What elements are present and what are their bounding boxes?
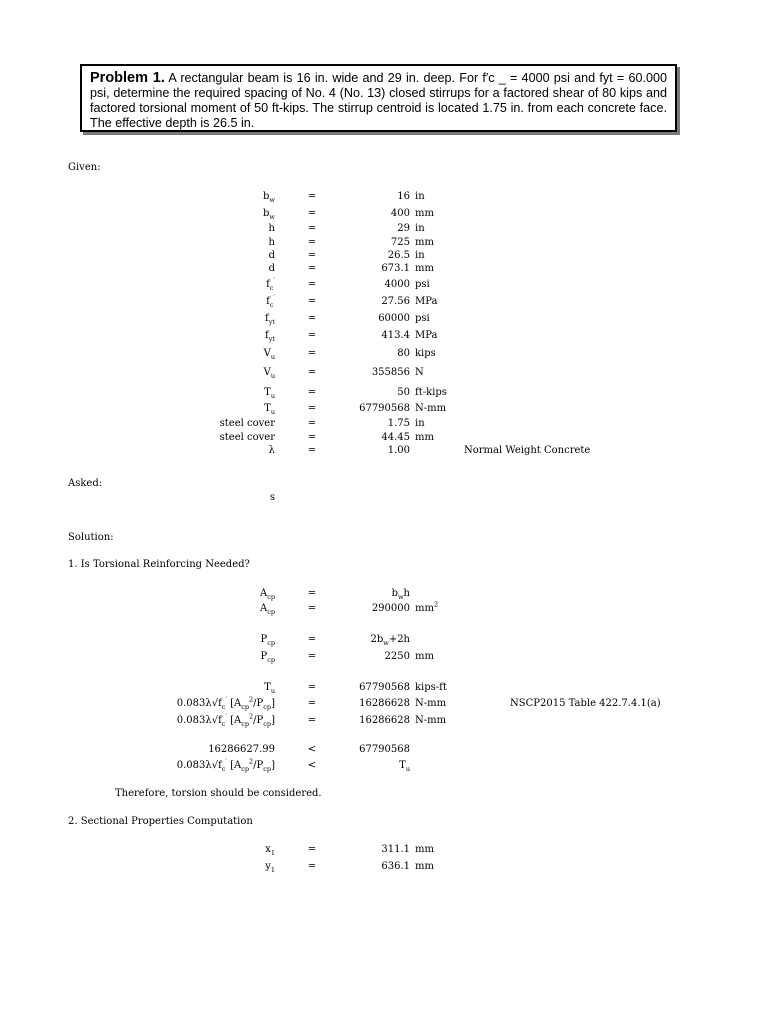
equals: = <box>307 844 317 855</box>
symbol-fc-mpa: $f_c'$ <box>266 293 275 309</box>
comparison-left-formula: $0.083\lambda√f_c'$ $[A_{cp}^2/P_{cp}]$ <box>176 757 275 773</box>
symbol-lambda: λ <box>268 445 275 456</box>
unit-tu-nmm: N-mm <box>415 403 447 414</box>
acp-unit: $mm^2$ <box>415 600 439 614</box>
value-fyt-psi: 60000 <box>378 313 410 324</box>
value-fc-mpa: 27.56 <box>381 296 410 307</box>
equals: = <box>307 861 317 872</box>
threshold-unit-1: N-mm <box>415 698 447 709</box>
equals: = <box>307 403 317 414</box>
equals: = <box>307 634 317 645</box>
equals: = <box>307 208 317 219</box>
comparison-right-value: 67790568 <box>359 744 410 755</box>
pcp-formula: $2b_w+2h$ <box>370 634 410 647</box>
threshold-formula-1: $0.083\lambda√f_c'$ $[A_{cp}^2/P_{cp}]$ <box>176 695 275 711</box>
symbol-h-in: h <box>268 223 275 234</box>
comparison-right-formula: $T_u$ <box>399 760 410 773</box>
problem-title: Problem 1. <box>90 70 165 86</box>
equals: = <box>307 313 317 324</box>
conclusion-text: Therefore, torsion should be considered. <box>115 788 322 799</box>
equals: = <box>307 296 317 307</box>
equals: = <box>307 223 317 234</box>
problem-text: A rectangular beam is 16 in. wide and 29 in. deep. For f′c _ = 4000 psi and fyt = 60.000 psi, determine the required spacing of No. 4 (No. 13) closed stirrups for a factored shear of 80 kips and factored torsional moment of 50 ft-kips. The stirrup centroid is located 1.75 in. from each concrete face. The effective depth is 26.5 in. <box>90 71 667 130</box>
value-bw-in: 16 <box>397 191 410 202</box>
value-fyt-mpa: 413.4 <box>381 330 410 341</box>
unit-bw-mm: mm <box>415 208 434 219</box>
equals: = <box>307 279 317 290</box>
asked-symbol-s: s <box>269 492 275 503</box>
equals: = <box>307 387 317 398</box>
unit-d-mm: mm <box>415 263 434 274</box>
value-vu-kips: 80 <box>397 348 410 359</box>
equals: = <box>307 603 317 614</box>
y1-unit: mm <box>415 861 434 872</box>
tu-check-value: 67790568 <box>359 682 410 693</box>
equals: = <box>307 263 317 274</box>
value-bw-mm: 400 <box>390 208 410 219</box>
symbol-pcp-value: $P_{cp}$ <box>260 651 275 664</box>
unit-vu-kips: kips <box>415 348 436 359</box>
symbol-y1: $y_1$ <box>265 861 275 874</box>
symbol-tu-nmm: $T_u$ <box>264 403 275 416</box>
unit-fyt-psi: psi <box>415 313 430 324</box>
equals: = <box>307 432 317 443</box>
pcp-value: 2250 <box>384 651 410 662</box>
threshold-formula-2: $0.083\lambda√f_c'$ $[A_{cp}^2/P_{cp}]$ <box>176 712 275 728</box>
value-steel-cover-in: 1.75 <box>387 418 410 429</box>
equals: = <box>307 715 317 726</box>
symbol-bw-mm: $b_w$ <box>263 208 275 221</box>
threshold-unit-2: N-mm <box>415 715 447 726</box>
symbol-steel-cover-mm: steel cover <box>219 432 275 443</box>
symbol-acp-value: $A_{cp}$ <box>259 603 275 616</box>
value-lambda: 1.00 <box>387 445 410 456</box>
equals: = <box>307 191 317 202</box>
asked-heading: Asked: <box>68 478 103 489</box>
symbol-bw-in: $b_w$ <box>263 191 275 204</box>
unit-steel-cover-in: in <box>415 418 425 429</box>
symbol-fyt-mpa: $f_{yt}$ <box>265 330 275 343</box>
unit-tu-ftkips: ft-kips <box>415 387 447 398</box>
unit-vu-n: N <box>415 367 424 378</box>
unit-fc-mpa: MPa <box>415 296 438 307</box>
equals: = <box>307 237 317 248</box>
symbol-steel-cover-in: steel cover <box>219 418 275 429</box>
unit-fyt-mpa: MPa <box>415 330 438 341</box>
value-steel-cover-mm: 44.45 <box>381 432 410 443</box>
unit-h-in: in <box>415 223 425 234</box>
symbol-tu-check: $T_u$ <box>264 682 275 695</box>
symbol-fc-psi: $f_c'$ <box>266 276 275 292</box>
x1-unit: mm <box>415 844 434 855</box>
equals: = <box>307 682 317 693</box>
equals: = <box>307 418 317 429</box>
less-than: < <box>307 760 317 771</box>
unit-steel-cover-mm: mm <box>415 432 434 443</box>
comparison-left-value: 16286627.99 <box>208 744 275 755</box>
lambda-note: Normal Weight Concrete <box>464 445 591 456</box>
acp-value: 290000 <box>371 603 410 614</box>
symbol-vu-n: $V_u$ <box>263 367 275 380</box>
less-than: < <box>307 744 317 755</box>
value-d-mm: 673.1 <box>381 263 410 274</box>
value-d-in: 26.5 <box>387 250 410 261</box>
step2-heading: 2. Sectional Properties Computation <box>68 816 253 827</box>
symbol-h-mm: h <box>268 237 275 248</box>
unit-h-mm: mm <box>415 237 434 248</box>
value-h-mm: 725 <box>390 237 410 248</box>
value-h-in: 29 <box>397 223 410 234</box>
equals: = <box>307 348 317 359</box>
value-fc-psi: 4000 <box>384 279 410 290</box>
equals: = <box>307 651 317 662</box>
acp-formula: $b_wh$ <box>391 588 410 601</box>
pcp-unit: mm <box>415 651 434 662</box>
unit-d-in: in <box>415 250 425 261</box>
equals: = <box>307 250 317 261</box>
equals: = <box>307 330 317 341</box>
value-tu-ftkips: 50 <box>397 387 410 398</box>
symbol-d-in: d <box>268 250 275 261</box>
step1-heading: 1. Is Torsional Reinforcing Needed? <box>68 559 250 570</box>
symbol-pcp-formula: $P_{cp}$ <box>260 634 275 647</box>
symbol-vu-kips: $V_u$ <box>263 348 275 361</box>
equals: = <box>307 698 317 709</box>
solution-heading: Solution: <box>68 532 114 543</box>
code-reference: NSCP2015 Table 422.7.4.1(a) <box>510 698 661 709</box>
tu-check-unit: kips-ft <box>415 682 447 693</box>
symbol-fyt-psi: $f_{yt}$ <box>265 313 275 326</box>
symbol-x1: $x_1$ <box>265 844 275 857</box>
x1-value: 311.1 <box>381 844 410 855</box>
value-vu-n: 355856 <box>371 367 410 378</box>
equals: = <box>307 367 317 378</box>
symbol-tu-ftkips: $T_u$ <box>264 387 275 400</box>
given-heading: Given: <box>68 162 101 173</box>
symbol-d-mm: d <box>268 263 275 274</box>
equals: = <box>307 445 317 456</box>
threshold-value-1: 16286628 <box>359 698 410 709</box>
unit-bw-in: in <box>415 191 425 202</box>
y1-value: 636.1 <box>381 861 410 872</box>
problem-statement-box <box>80 64 677 132</box>
value-tu-nmm: 67790568 <box>359 403 410 414</box>
symbol-acp-formula: $A_{cp}$ <box>259 588 275 601</box>
threshold-value-2: 16286628 <box>359 715 410 726</box>
unit-fc-psi: psi <box>415 279 430 290</box>
equals: = <box>307 588 317 599</box>
